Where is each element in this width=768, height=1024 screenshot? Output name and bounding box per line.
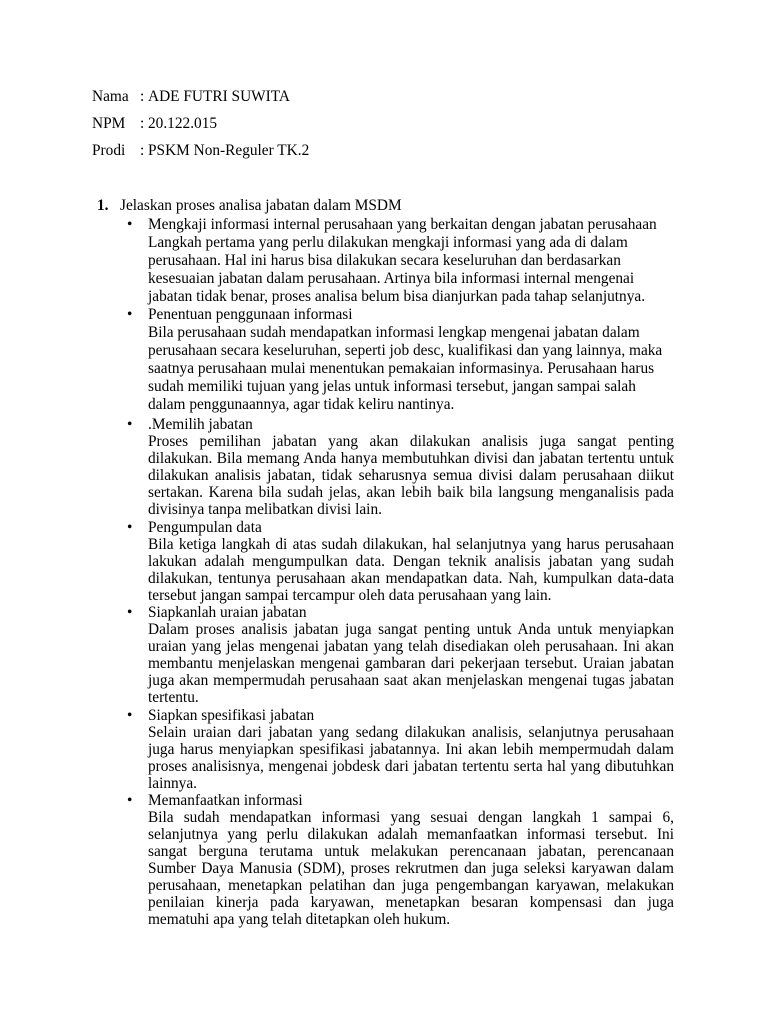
- answer-text-line: sudah memiliki tujuan yang jelas untuk informasi tersebut, jangan sampai salah: [148, 378, 636, 395]
- info-value: ADE FUTRI SUWITA: [148, 88, 290, 105]
- answer-text-line: perusahaan, menetapkan pelatihan dan juga pengembangan karyawan, melakukan: [148, 877, 674, 894]
- answer-item-title: Mengkaji informasi internal perusahaan yang berkaitan dengan jabatan perusahaan: [148, 216, 657, 233]
- answer-item-title: Siapkanlah uraian jabatan: [148, 604, 307, 621]
- answer-item: [127, 706, 674, 792]
- answer-text-line: penilaian kinerja pada karyawan, menetapkan besaran kompensasi dan juga: [148, 894, 674, 911]
- answer-text-line: kesesuaian jabatan dalam perusahaan. Artinya bila informasi internal mengenai: [148, 270, 635, 287]
- bullet-marker: •: [127, 518, 133, 536]
- info-separator: :: [140, 88, 145, 105]
- bullet-marker: •: [127, 604, 133, 621]
- answer-text-line: perusahaan secara keseluruhan, seperti job desc, kualifikasi dan yang lainnya, maka: [148, 342, 663, 359]
- answer-text-line: mematuhi apa yang telah ditetapkan oleh hukum.: [148, 911, 451, 928]
- answer-text-line: Selain uraian dari jabatan yang sedang dilakukan analisis, selanjutnya perusahaan: [148, 723, 674, 741]
- answer-text-line: saatnya perusahaan mulai menentukan pemakaian informasinya. Perusahaan harus: [148, 360, 655, 377]
- answer-text-line: Proses pemilihan jabatan yang akan dilakukan analisis juga sangat penting: [148, 433, 674, 450]
- answer-text-line: juga harus menyiapkan spesifikasi jabatannya. Ini akan lebih mempermudah dalam: [148, 740, 674, 758]
- questions-section: [0, 197, 768, 928]
- answer-text-line: tersebut jangan sampai tercampur oleh data perusahaan yang lain.: [148, 586, 552, 604]
- answer-text-line: tertentu.: [148, 689, 199, 706]
- answer-text-line: selanjutnya yang perlu dilakukan adalah memanfaatkan informasi tersebut. Ini: [148, 826, 674, 843]
- answer-text-line: dalam penggunaannya, agar tidak keliru nantinya.: [148, 396, 455, 413]
- question-text: Jelaskan proses analisa jabatan dalam MSDM: [120, 197, 402, 214]
- question-row: [0, 197, 768, 215]
- question-number: 1.: [97, 197, 109, 214]
- answer-text-line: Sumber Daya Manusia (SDM), proses rekrutmen dan juga seleksi karyawan dalam: [148, 860, 674, 877]
- answer-text-line: sertakan. Karena bila sudah jelas, akan lebih baik bila langsung menganalisis pada: [148, 484, 674, 501]
- answer-text-line: proses analisisnya, mengenai jobdesk dari jabatan tertentu serta hal yang dibutuhkan: [148, 757, 674, 775]
- answer-item: [127, 216, 674, 306]
- info-separator: :: [140, 115, 145, 132]
- answer-text-line: lainnya.: [148, 774, 197, 792]
- info-row-npm: [92, 110, 309, 137]
- bullet-marker: •: [127, 792, 133, 809]
- answer-text-line: Bila sudah mendapatkan informasi yang sesuai dengan langkah 1 sampai 6,: [148, 809, 674, 826]
- answer-item: [127, 518, 674, 604]
- info-label: NPM: [92, 115, 126, 132]
- answer-text-line: Dalam proses analisis jabatan juga sangat penting untuk Anda untuk menyiapkan: [148, 621, 674, 638]
- answer-item-title: Siapkan spesifikasi jabatan: [148, 706, 315, 724]
- info-separator: :: [140, 142, 145, 159]
- answer-item-title: .Memilih jabatan: [148, 416, 253, 433]
- bullet-marker: •: [127, 706, 133, 724]
- answer-text-line: membantu menjelaskan mengenai gambaran dari pekerjaan tersebut. Uraian jabatan: [148, 655, 674, 672]
- question-block: [0, 197, 768, 928]
- answer-item: [127, 306, 674, 414]
- info-label: Nama: [92, 88, 129, 105]
- answer-text-line: dilakukan analisis jabatan, tidak seharusnya semua divisi dalam perusahaan diikut: [148, 467, 674, 484]
- info-label: Prodi: [92, 142, 126, 159]
- answer-text-line: jabatan tidak benar, proses analisa belum bisa dianjurkan pada tahap selanjutnya.: [148, 288, 646, 305]
- answer-text-line: dilakukan, tentunya perusahaan akan mendapatkan data. Nah, kumpulkan data-data: [148, 569, 674, 587]
- bullet-marker: •: [127, 216, 133, 233]
- info-row-prodi: [92, 137, 309, 164]
- answer-text-line: divisinya tanpa melibatkan divisi lain.: [148, 501, 382, 518]
- answer-text-line: Bila perusahaan sudah mendapatkan informasi lengkap mengenai jabatan dalam: [148, 324, 640, 341]
- answer-text-line: uraian yang jelas mengenai jabatan yang telah disediakan oleh perusahaan. Ini akan: [148, 638, 674, 655]
- answer-text-line: lakukan adalah mengumpulkan data. Dengan teknik analisis jabatan yang sudah: [148, 552, 674, 570]
- info-value: PSKM Non-Reguler TK.2: [148, 142, 310, 159]
- info-value: 20.122.015: [148, 115, 218, 132]
- answer-text-line: Bila ketiga langkah di atas sudah dilakukan, hal selanjutnya yang harus perusahaan: [148, 535, 674, 553]
- answer-text-line: juga akan mempermudah perusahaan saat akan menjelaskan mengenai tugas jabatan: [148, 672, 674, 689]
- student-info: [92, 83, 309, 164]
- bullet-marker: •: [127, 416, 133, 433]
- answer-item: [127, 792, 674, 928]
- answer-list: [127, 216, 674, 928]
- info-row-name: [92, 83, 309, 110]
- answer-item-title: Penentuan penggunaan informasi: [148, 306, 353, 323]
- answer-text-line: dilakukan. Bila memang Anda hanya membutuhkan divisi dan jabatan tertentu untuk: [148, 450, 674, 467]
- answer-item-title: Memanfaatkan informasi: [148, 792, 303, 809]
- answer-text-line: Langkah pertama yang perlu dilakukan mengkaji informasi yang ada di dalam: [148, 234, 628, 251]
- answer-item-title: Pengumpulan data: [148, 518, 262, 536]
- answer-text-line: perusahaan. Hal ini harus bisa dilakukan secara keseluruhan dan berdasarkan: [148, 252, 621, 269]
- bullet-marker: •: [127, 306, 133, 323]
- answer-item: [127, 604, 674, 706]
- answer-item: [127, 416, 674, 518]
- answer-text-line: sangat berguna terutama untuk melakukan perencanaan jabatan, perencanaan: [148, 843, 674, 860]
